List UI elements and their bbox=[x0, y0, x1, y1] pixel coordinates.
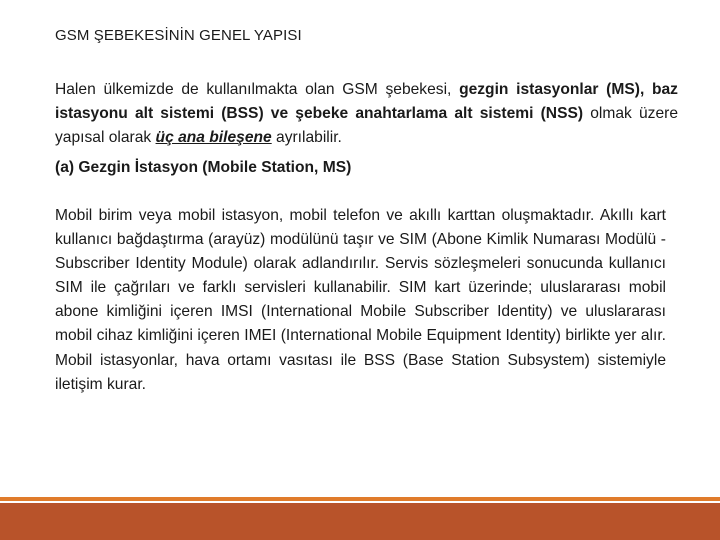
intro-paragraph bbox=[55, 78, 678, 150]
intro-text-2: olmak üzere yapısal olarak bbox=[55, 105, 678, 146]
intro-underlined-phrase: üç ana bileşene bbox=[155, 129, 272, 146]
page-title: GSM ŞEBEKESİNİN GENEL YAPISI bbox=[55, 27, 302, 44]
intro-bold-components: gezgin istasyonlar (MS), baz istasyonu alt sistemi (BSS) ve şebeke anahtarlama alt sistemi (NSS) bbox=[55, 81, 678, 122]
mobile-station-paragraph: Mobil birim veya mobil istasyon, mobil telefon ve akıllı karttan oluşmaktadır. Akıllı kart kullanıcı bağdaştırma (arayüz) modülünü taşır ve SIM (Abone Kimlik Numarası Modülü - Subscriber Identity Module) olarak adlandırılır. Servis sözleşmeleri sonucunda kullanıcı SIM ile çağrıları ve farklı servisleri kullanabilir. SIM kart üzerinde; uluslararası mobil abone kimliğini içeren IMSI (International Mobile Subscriber Identity) ve uluslararası mobil cihaz kimliğini içeren IMEI (International Mobile Equipment Identity) birlikte yer alır. Mobil istasyonlar, hava ortamı vasıtası ile BSS (Base Station Subsystem) sistemiyle iletişim kurar. bbox=[55, 207, 666, 393]
footer-accent-line bbox=[0, 497, 720, 501]
section-subheading: (a) Gezgin İstasyon (Mobile Station, MS) bbox=[55, 159, 352, 176]
footer-bar bbox=[0, 503, 720, 540]
intro-text-1: Halen ülkemizde de kullanılmakta olan GSM şebekesi, bbox=[55, 81, 460, 98]
intro-text-3: ayrılabilir. bbox=[271, 129, 342, 146]
